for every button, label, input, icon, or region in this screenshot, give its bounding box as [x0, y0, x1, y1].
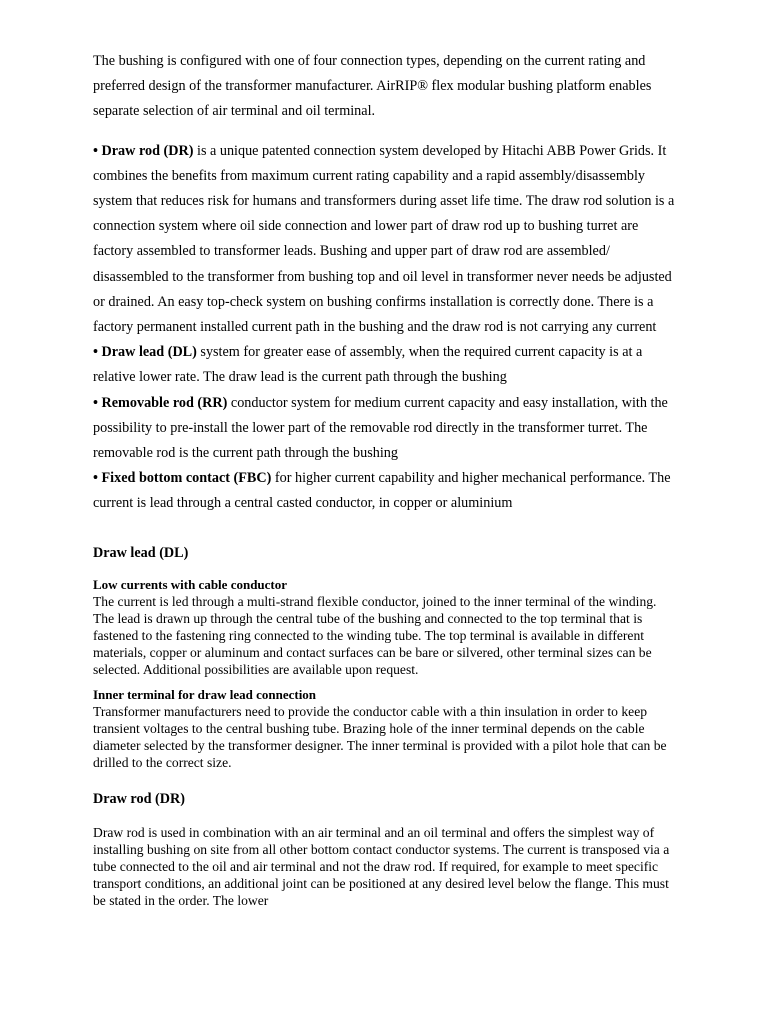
- draw-lead-paragraph-2: Transformer manufacturers need to provide the conductor cable with a thin insulation in order to keep transient voltages to the central bushing tube. Brazing hole of the inner terminal depends on the cable diameter selected by the transformer designer. The inner terminal is provided with a pilot hole that can be drilled to the correct size.: [93, 703, 667, 770]
- bullet-removable-rod: [93, 391, 678, 467]
- bullet-text: for higher current capability and higher mechanical performance. The current is lead through a central casted conductor, in copper or aluminium: [93, 470, 671, 512]
- draw-rod-heading: Draw rod (DR): [93, 790, 185, 807]
- bullet-text: conductor system for medium current capacity and easy installation, with the possibility to pre-install the lower part of the removable rod directly in the transformer turret. The removable rod is the current path through the bushing: [93, 394, 668, 462]
- draw-lead-subheading-1: Low currents with cable conductor: [93, 576, 288, 592]
- draw-lead-subheading-2: Inner terminal for draw lead connection: [93, 686, 317, 702]
- bullet-text: system for greater ease of assembly, when the required current capacity is at a relative lower rate. The draw lead is the current path through the bushing: [93, 344, 643, 386]
- draw-lead-heading: Draw lead (DL): [93, 544, 189, 561]
- bullet-draw-rod: [93, 139, 678, 341]
- bullet-text: is a unique patented connection system developed by Hitachi ABB Power Grids. It combines the benefits from maximum current rating capability and a rapid assembly/disassembly system that reduces risk for humans and transformers during asset life time. The draw rod solution is a connection system where oil side connection and lower part of draw rod up to bushing turret are factory assembled to transformer leads. Bushing and upper part of draw rod are assembled/ disassembled to the transformer from bushing top and oil level in transformer never needs be adjusted or drained. An easy top-check system on bushing confirms installation is correctly done. There is a factory permanent installed current path in the bushing and the draw rod is not carrying any current: [93, 142, 675, 336]
- intro-paragraph: The bushing is configured with one of four connection types, depending on the current rating and preferred design of the transformer manufacturer. AirRIP® flex modular bushing platform enables separate selection of air terminal and oil terminal.: [93, 53, 652, 120]
- bullet-label: • Fixed bottom contact (FBC): [93, 470, 272, 487]
- draw-rod-paragraph-1: Draw rod is used in combination with an air terminal and an oil terminal and offers the simplest way of installing bushing on site from all other bottom contact conductor systems. The current is transposed via a tube connected to the oil and air terminal and not the draw rod. If required, for example to meet specific transport conditions, an additional joint can be positioned at any desired level below the flange. This must be stated in the order. The lower: [93, 824, 670, 908]
- draw-lead-paragraph-1: The current is led through a multi-strand flexible conductor, joined to the inner terminal of the winding. The lead is drawn up through the central tube of the bushing and connected to the top terminal that is fastened to the fastening ring connected to the winding tube. The top terminal is available in different materials, copper or aluminum and contact surfaces can be bare or silvered, other terminal sizes can be selected. Additional possibilities are available upon request.: [93, 593, 657, 677]
- bullet-label: • Removable rod (RR): [93, 394, 228, 411]
- document-page: [93, 49, 678, 909]
- connection-types-list: [93, 139, 678, 517]
- bullet-label: • Draw rod (DR): [93, 142, 194, 159]
- bullet-draw-lead: [93, 340, 678, 390]
- bullet-label: • Draw lead (DL): [93, 344, 197, 361]
- bullet-fixed-bottom-contact: [93, 466, 678, 516]
